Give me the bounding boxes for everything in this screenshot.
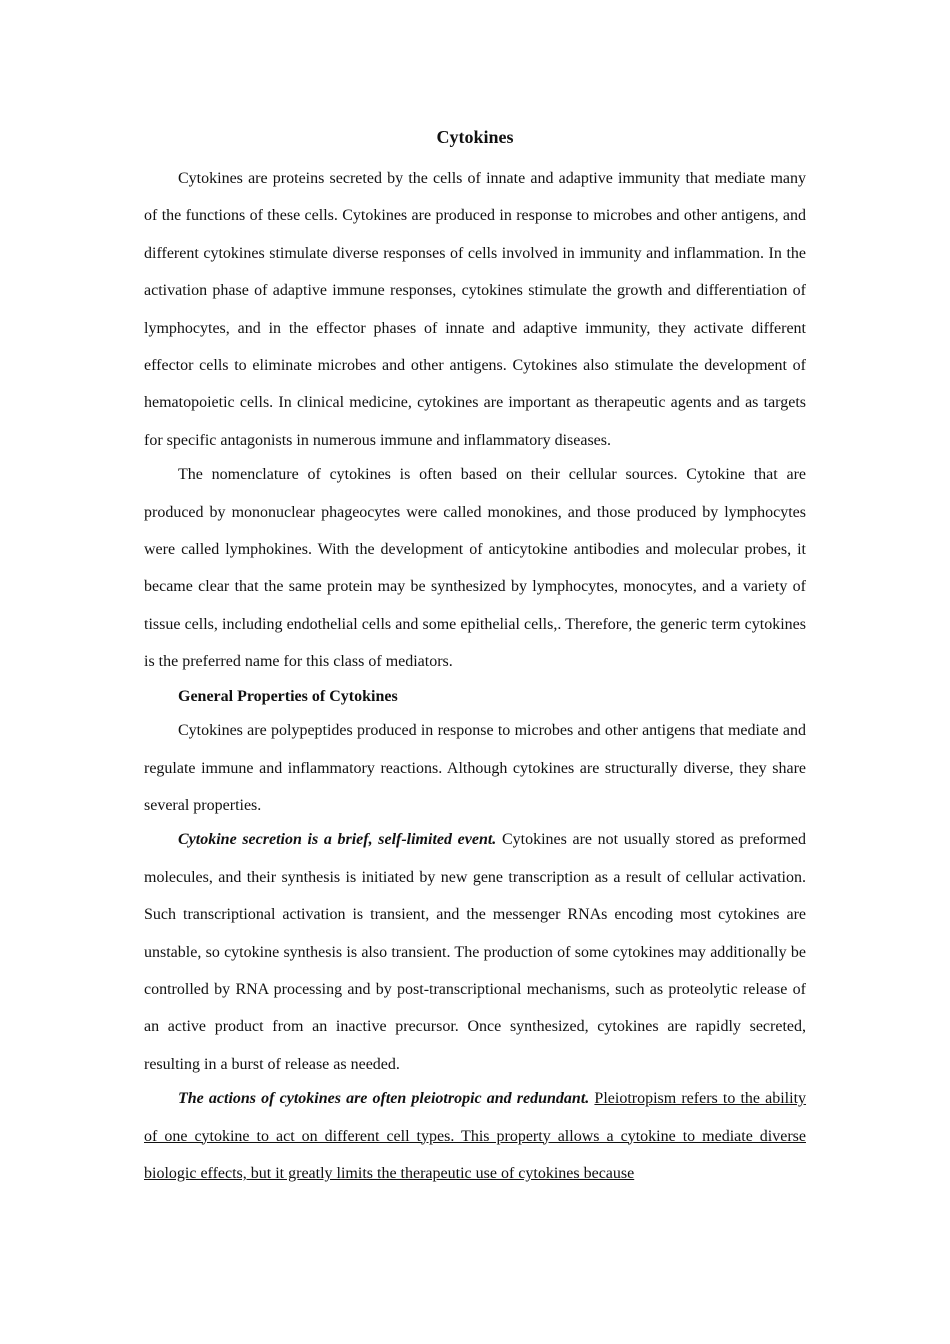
paragraph-secretion bbox=[144, 821, 806, 1083]
paragraph-intro: Cytokines are proteins secreted by the cells of innate and adaptive immunity that mediate many of the functions of these cells. Cytokines are produced in response to microbes and other antigens, and different cytokines stimulate diverse responses of cells involved in immunity and inflammation. In the activation phase of adaptive immune responses, cytokines stimulate the growth and differentiation of lymphocytes, and in the effector phases of innate and adaptive immunity, they activate different effector cells to eliminate microbes and other antigens. Cytokines also stimulate the development of hematopoietic cells. In clinical medicine, cytokines are important as therapeutic agents and as targets for specific antagonists in numerous immune and inflammatory diseases. bbox=[144, 170, 806, 449]
lead-phrase-secretion: Cytokine secretion is a brief, self-limited event. bbox=[178, 831, 497, 849]
paragraph-pleiotropic bbox=[144, 1080, 806, 1192]
section-heading: General Properties of Cytokines bbox=[178, 687, 398, 705]
paragraph-nomenclature: The nomenclature of cytokines is often based on their cellular sources. Cytokine that are produced by mononuclear phageocytes were called monokines, and those produced by lymphocytes were called lymphokines. With the development of anticytokine antibodies and molecular probes, it became clear that the same protein may be synthesized by lymphocytes, monocytes, and a variety of tissue cells, including endothelial cells and some epithelial cells,. Therefore, the generic term cytokines is the preferred name for this class of mediators. bbox=[144, 466, 806, 671]
lead-phrase-pleiotropic: The actions of cytokines are often pleiotropic and redundant. bbox=[178, 1090, 590, 1108]
underlined-text-pleiotropism: Pleiotropism refers to the ability of one cytokine to act on different cell types. This property allows a cytokine to mediate diverse biologic effects, but it greatly limits the therapeutic use of cytokines because bbox=[144, 1090, 807, 1182]
document-body bbox=[144, 124, 806, 1189]
paragraph-secretion-text: Cytokines are not usually stored as preformed molecules, and their synthesis is initiated by new gene transcription as a result of cellular activation. Such transcriptional activation is transient, and the messenger RNAs encoding most cytokines are unstable, so cytokine synthesis is also transient. The production of some cytokines may additionally be controlled by RNA processing and by post-transcriptional mechanisms, such as proteolytic release of an active product from an inactive precursor. Once synthesized, cytokines are rapidly secreted, resulting in a burst of release as needed. bbox=[144, 831, 806, 1073]
document-title: Cytokines bbox=[436, 127, 514, 147]
paragraph-section-intro: Cytokines are polypeptides produced in response to microbes and other antigens that mediate and regulate immune and inflammatory reactions. Although cytokines are structurally diverse, they share several properties. bbox=[144, 722, 806, 814]
